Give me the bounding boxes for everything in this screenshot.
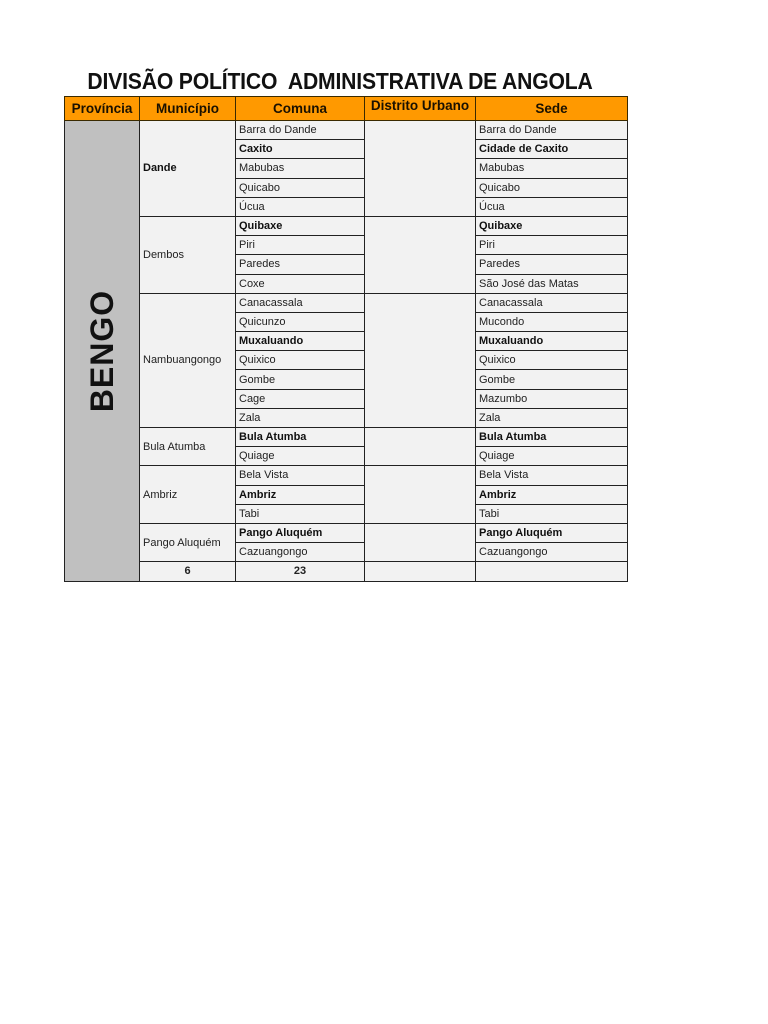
comuna-cell: Quiage — [236, 447, 365, 466]
comuna-cell: Cazuangongo — [236, 543, 365, 562]
comuna-cell: Barra do Dande — [236, 121, 365, 140]
sede-cell: Barra do Dande — [476, 121, 628, 140]
comuna-cell: Canacassala — [236, 293, 365, 312]
distrito-urbano-cell — [365, 293, 476, 427]
municipio-cell: Nambuangongo — [140, 293, 236, 427]
sede-cell: Paredes — [476, 255, 628, 274]
sede-cell: Cidade de Caxito — [476, 140, 628, 159]
sede-cell: Quibaxe — [476, 216, 628, 235]
header-distrito-urbano: Distrito Urbano — [365, 97, 476, 121]
sede-cell: Gombe — [476, 370, 628, 389]
sede-cell: Mabubas — [476, 159, 628, 178]
sede-cell: Bula Atumba — [476, 428, 628, 447]
comuna-cell: Caxito — [236, 140, 365, 159]
comuna-cell: Piri — [236, 236, 365, 255]
table-row — [65, 523, 628, 542]
distrito-urbano-cell — [365, 216, 476, 293]
comuna-cell: Ambriz — [236, 485, 365, 504]
sede-cell: Muxaluando — [476, 332, 628, 351]
comuna-cell: Quixico — [236, 351, 365, 370]
comuna-cell: Paredes — [236, 255, 365, 274]
province-cell — [65, 121, 140, 582]
sede-cell: Piri — [476, 236, 628, 255]
sede-cell: Úcua — [476, 197, 628, 216]
comuna-cell: Pango Aluquém — [236, 523, 365, 542]
comuna-cell: Cage — [236, 389, 365, 408]
sede-cell: Canacassala — [476, 293, 628, 312]
page-title: DIVISÃO POLÍTICO ADMINISTRATIVA DE ANGOLA — [87, 68, 593, 94]
table-row — [65, 293, 628, 312]
municipio-cell: Dande — [140, 121, 236, 217]
comuna-cell: Mabubas — [236, 159, 365, 178]
province-label: BENGO — [84, 289, 120, 412]
totals-row — [65, 562, 628, 581]
header-sede: Sede — [476, 97, 628, 121]
total-comunas: 23 — [236, 562, 365, 581]
sede-cell: Mazumbo — [476, 389, 628, 408]
comuna-cell: Tabi — [236, 504, 365, 523]
comuna-cell: Bela Vista — [236, 466, 365, 485]
total-distrito — [365, 562, 476, 581]
total-sede — [476, 562, 628, 581]
header-municipio: Município — [140, 97, 236, 121]
header-row — [65, 97, 628, 121]
comuna-cell: Úcua — [236, 197, 365, 216]
sede-cell: Cazuangongo — [476, 543, 628, 562]
division-table — [64, 96, 628, 582]
comuna-cell: Gombe — [236, 370, 365, 389]
comuna-cell: Quicabo — [236, 178, 365, 197]
sede-cell: Pango Aluquém — [476, 523, 628, 542]
comuna-cell: Muxaluando — [236, 332, 365, 351]
header-provincia: Província — [65, 97, 140, 121]
table-row — [65, 428, 628, 447]
comuna-cell: Bula Atumba — [236, 428, 365, 447]
sede-cell: Tabi — [476, 504, 628, 523]
table-body — [65, 121, 628, 582]
sede-cell: Bela Vista — [476, 466, 628, 485]
header-comuna: Comuna — [236, 97, 365, 121]
sede-cell: Quicabo — [476, 178, 628, 197]
distrito-urbano-cell — [365, 428, 476, 466]
comuna-cell: Coxe — [236, 274, 365, 293]
distrito-urbano-cell — [365, 466, 476, 524]
municipio-cell: Ambriz — [140, 466, 236, 524]
comuna-cell: Quicunzo — [236, 312, 365, 331]
municipio-cell: Pango Aluquém — [140, 523, 236, 561]
municipio-cell: Dembos — [140, 216, 236, 293]
table-row — [65, 216, 628, 235]
distrito-urbano-cell — [365, 121, 476, 217]
sede-cell: Ambriz — [476, 485, 628, 504]
municipio-cell: Bula Atumba — [140, 428, 236, 466]
comuna-cell: Zala — [236, 408, 365, 427]
sede-cell: Mucondo — [476, 312, 628, 331]
total-municipios: 6 — [140, 562, 236, 581]
sede-cell: Quixico — [476, 351, 628, 370]
sede-cell: Quiage — [476, 447, 628, 466]
sede-cell: São José das Matas — [476, 274, 628, 293]
comuna-cell: Quibaxe — [236, 216, 365, 235]
table-row — [65, 466, 628, 485]
table-row — [65, 121, 628, 140]
distrito-urbano-cell — [365, 523, 476, 561]
sede-cell: Zala — [476, 408, 628, 427]
